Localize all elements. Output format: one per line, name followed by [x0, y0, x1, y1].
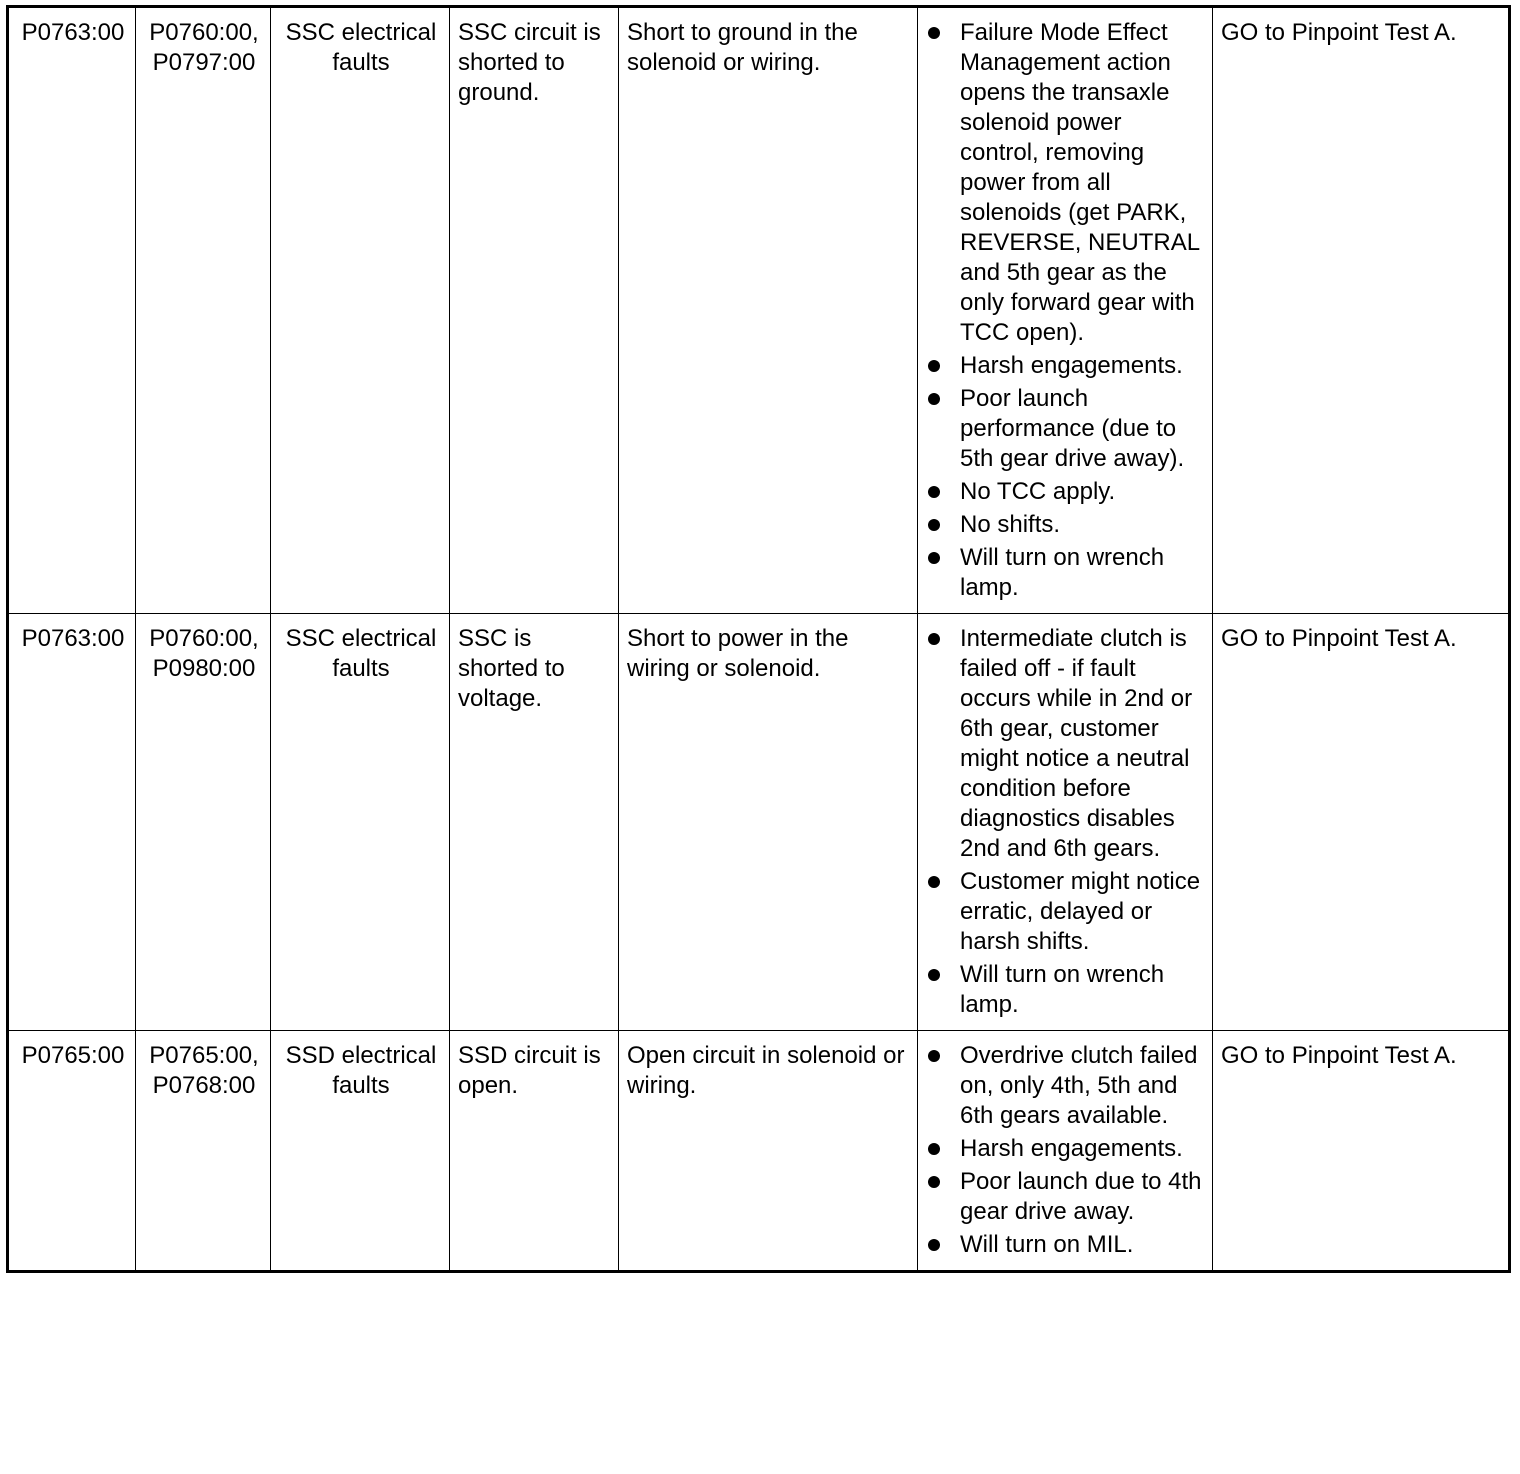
bullet-icon	[928, 876, 940, 888]
symptom-text: Overdrive clutch failed on, only 4th, 5th and 6th gears available.	[960, 1042, 1198, 1129]
bullet-icon	[928, 486, 940, 498]
bullet-icon	[928, 633, 940, 645]
possible-cause: Open circuit in solenoid or wiring.	[619, 1031, 918, 1272]
list-item	[926, 477, 1206, 507]
list-item	[926, 1134, 1206, 1164]
possible-cause: Short to power in the wiring or solenoid.	[619, 614, 918, 1031]
symptom-text: Will turn on wrench lamp.	[960, 544, 1165, 601]
list-item	[926, 1230, 1206, 1260]
dtc-code: P0763:00	[8, 614, 136, 1031]
bullet-icon	[928, 393, 940, 405]
diagnostic-action: GO to Pinpoint Test A.	[1213, 7, 1510, 614]
related-dtc: P0760:00,	[149, 625, 259, 652]
bullet-icon	[928, 1176, 940, 1188]
dtc-condition: SSD circuit is open.	[450, 1031, 619, 1272]
symptom-text: Customer might notice erratic, delayed or harsh shifts.	[960, 868, 1201, 955]
table-row	[8, 614, 1510, 1031]
dtc-code: P0765:00	[8, 1031, 136, 1272]
symptom-text: Harsh engagements.	[960, 1135, 1183, 1162]
list-item	[926, 510, 1206, 540]
dtc-description: SSC electrical faults	[271, 614, 450, 1031]
dtc-description: SSC electrical faults	[271, 7, 450, 614]
list-item	[926, 351, 1206, 381]
list-item	[926, 624, 1206, 864]
dtc-condition: SSC circuit is shorted to ground.	[450, 7, 619, 614]
dtc-description: SSD electrical faults	[271, 1031, 450, 1272]
bullet-icon	[928, 27, 940, 39]
symptom-list	[926, 18, 1206, 603]
symptom-text: Poor launch performance (due to 5th gear drive away).	[960, 385, 1185, 472]
bullet-icon	[928, 1143, 940, 1155]
related-dtc: P0765:00,	[149, 1042, 259, 1069]
symptom-text: Failure Mode Effect Management action opens the transaxle solenoid power control, removing power from all solenoids (get PARK, REVERSE, NEUTRAL and 5th gear as the only forward gear with TCC open).	[960, 19, 1200, 346]
table-row	[8, 7, 1510, 614]
list-item	[926, 18, 1206, 348]
symptom-text: Will turn on wrench lamp.	[960, 961, 1165, 1018]
dtc-code: P0763:00	[8, 7, 136, 614]
bullet-icon	[928, 1050, 940, 1062]
list-item	[926, 960, 1206, 1020]
dtc-table-page	[6, 5, 1511, 1273]
bullet-icon	[928, 360, 940, 372]
related-dtc: P0980:00	[152, 655, 256, 682]
list-item	[926, 867, 1206, 957]
list-item	[926, 384, 1206, 474]
symptom-text: Poor launch due to 4th gear drive away.	[960, 1168, 1202, 1225]
related-dtc: P0768:00	[152, 1072, 256, 1099]
related-dtc: P0797:00	[152, 49, 256, 76]
bullet-icon	[928, 1239, 940, 1251]
symptom-text: Intermediate clutch is failed off - if fault occurs while in 2nd or 6th gear, customer might notice a neutral condition before diagnostics disables 2nd and 6th gears.	[960, 625, 1193, 862]
symptoms-cell	[918, 1031, 1213, 1272]
symptom-text: Harsh engagements.	[960, 352, 1183, 379]
related-dtcs	[136, 7, 271, 614]
symptom-text: No TCC apply.	[960, 478, 1116, 505]
bullet-icon	[928, 519, 940, 531]
diagnostic-action: GO to Pinpoint Test A.	[1213, 1031, 1510, 1272]
symptom-list	[926, 1041, 1206, 1260]
symptoms-cell	[918, 7, 1213, 614]
related-dtcs	[136, 614, 271, 1031]
dtc-condition: SSC is shorted to voltage.	[450, 614, 619, 1031]
list-item	[926, 543, 1206, 603]
table-row	[8, 1031, 1510, 1272]
diagnostic-action: GO to Pinpoint Test A.	[1213, 614, 1510, 1031]
symptom-list	[926, 624, 1206, 1020]
list-item	[926, 1041, 1206, 1131]
list-item	[926, 1167, 1206, 1227]
dtc-table	[6, 5, 1511, 1273]
possible-cause: Short to ground in the solenoid or wiring.	[619, 7, 918, 614]
related-dtcs	[136, 1031, 271, 1272]
bullet-icon	[928, 969, 940, 981]
bullet-icon	[928, 552, 940, 564]
related-dtc: P0760:00,	[149, 19, 259, 46]
symptom-text: No shifts.	[960, 511, 1061, 538]
symptom-text: Will turn on MIL.	[960, 1231, 1134, 1258]
symptoms-cell	[918, 614, 1213, 1031]
